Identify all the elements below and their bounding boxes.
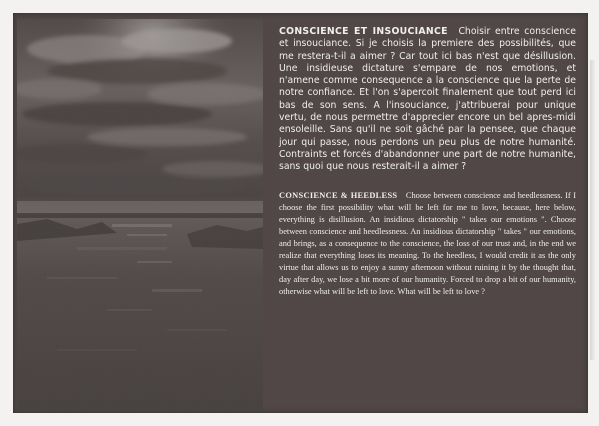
- english-body: Choose between conscience and heedlessness. If I choose the first possibility what will be left for me to love, because, here below, everything is disillusion. An insidious dictatorship " takes our emotions ". Choose between conscience and heedlessness. An insidious dictatorship " takes " our emotions, and brings, as a consequence to the conscience, the loss of our trust and, in the end we realize that everything loses its meaning. To the heedless, I would credit it as the only virtue that allows us to enjoy a sunny afternoon without ruining it by the thought that, day after day, we lose a bit more of our humanity. Forced to drop a bit of our humanity, otherwise what will be left to love. What will be left to love ?: [279, 190, 577, 296]
- page-edge-strip: [590, 60, 595, 360]
- cloudy-sky-photo: [17, 19, 263, 411]
- french-heading: CONSCIENCE ET INSOUCIANCE: [279, 26, 448, 37]
- english-heading: CONSCIENCE & HEEDLESS: [279, 190, 398, 200]
- text-column: [279, 26, 576, 298]
- french-body: Choisir entre conscience et insouciance. Si je choisis la premiere des possibilités, que me restera-t-il a aimer ? Car tout ici bas n'est que désillusion. Une insidieuse dictature s'empare de nos emotions, et n'amene comme consequence a la conscience que la perte de notre confiance. Et l'on s'apercoit finalement que tout perd ici bas de son sens. A l'insouciance, j'attribuerai pour unique vertu, de nous permettre d'apprecier encore un bel apres-midi ensoleille. Sans qu'il ne soit gâché par la pensee, que chaque jour qui passe, nous perdons un peu plus de notre humanité. Contraints et forcés d'abandonner une part de notre humanite, sans quoi que nous resterait-il a aimer ?: [279, 26, 576, 173]
- english-paragraph: [279, 190, 576, 298]
- french-paragraph: [279, 26, 576, 174]
